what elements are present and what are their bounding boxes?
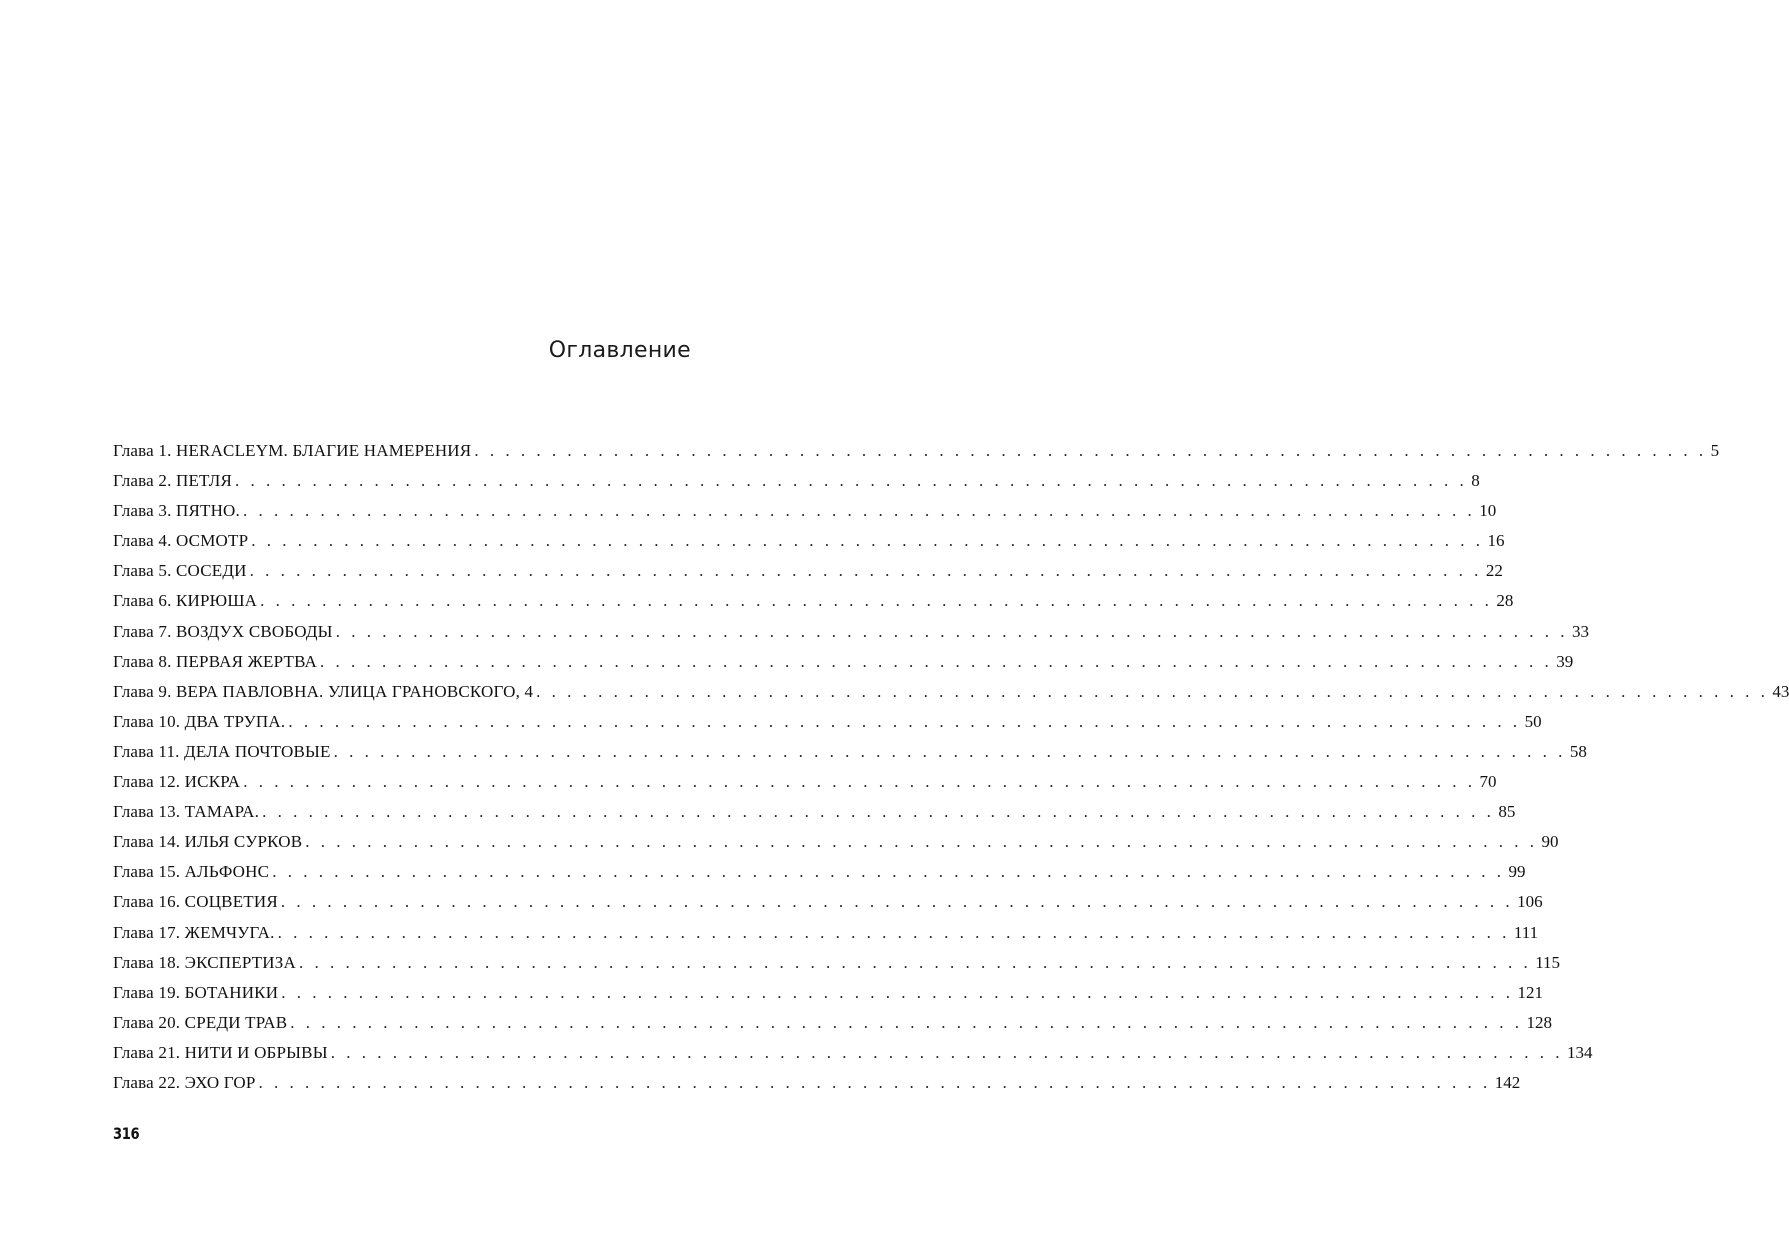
toc-entry-label: Глава 11. ДЕЛА ПОЧТОВЫЕ — [113, 741, 331, 761]
toc-entry — [113, 982, 1543, 1013]
toc-entry — [113, 892, 1543, 922]
toc-entry-page: 115 — [1535, 952, 1561, 972]
dot-leader: . . . . . . . . . . . . . . . . . . . . . . . . . . . . . . . . . . . . . . . . . . . . . . . . . . . . . . . . . . . . . . . . . . . . . . . . . . . . . . . . — [536, 681, 1769, 701]
toc-entry — [113, 1012, 1553, 1043]
toc-entry-label: Глава 22. ЭХО ГОР — [113, 1072, 256, 1092]
dot-leader: . . . . . . . . . . . . . . . . . . . . . . . . . . . . . . . . . . . . . . . . . . . . . . . . . . . . . . . . . . . . . . . . . . . . . . . . . . . . . . . . — [305, 832, 1538, 852]
toc-entry-page: 106 — [1517, 892, 1543, 912]
toc-entry-label: Глава 3. ПЯТНО. — [113, 501, 240, 521]
toc-entry-page: 10 — [1479, 501, 1497, 521]
toc-entry-page: 8 — [1471, 471, 1480, 491]
toc-entry — [113, 1072, 1521, 1103]
toc-entry-page: 58 — [1569, 741, 1587, 761]
toc-entry — [113, 772, 1497, 802]
toc-entry-page: 50 — [1524, 711, 1542, 731]
toc-entry — [113, 832, 1559, 862]
dot-leader: . . . . . . . . . . . . . . . . . . . . . . . . . . . . . . . . . . . . . . . . . . . . . . . . . . . . . . . . . . . . . . . . . . . . . . . . . . . . . . . . — [249, 561, 1482, 581]
toc-entry-label: Глава 7. ВОЗДУХ СВОБОДЫ — [113, 621, 333, 641]
toc-entry — [113, 802, 1516, 832]
toc-entry — [113, 591, 1514, 621]
toc-entry-label: Глава 5. СОСЕДИ — [113, 561, 247, 581]
toc-entry — [113, 952, 1561, 983]
toc-entry-label: Глава 9. ВЕРА ПАВЛОВНА. УЛИЦА ГРАНОВСКОГО, 4 — [113, 681, 534, 701]
toc-entry-page: 142 — [1494, 1072, 1521, 1092]
toc-entry-page: 121 — [1517, 982, 1543, 1002]
toc-entry — [113, 922, 1539, 953]
toc-entry-label: Глава 16. СОЦВЕТИЯ — [113, 892, 278, 912]
toc-entry-label: Глава 14. ИЛЬЯ СУРКОВ — [113, 832, 303, 852]
toc-entry-label: Глава 10. ДВА ТРУПА. — [113, 711, 286, 731]
dot-leader: . . . . . . . . . . . . . . . . . . . . . . . . . . . . . . . . . . . . . . . . . . . . . . . . . . . . . . . . . . . . . . . . . . . . . . . . . . . . . . . . — [298, 952, 1532, 972]
dot-leader: . . . . . . . . . . . . . . . . . . . . . . . . . . . . . . . . . . . . . . . . . . . . . . . . . . . . . . . . . . . . . . . . . . . . . . . . . . . . . . . . — [290, 1012, 1523, 1032]
dot-leader: . . . . . . . . . . . . . . . . . . . . . . . . . . . . . . . . . . . . . . . . . . . . . . . . . . . . . . . . . . . . . . . . . . . . . . . . . . . . . . . . — [258, 1072, 1491, 1092]
toc-entry — [113, 681, 1789, 712]
toc-entry-label: Глава 12. ИСКРА — [113, 772, 241, 792]
dot-leader: . . . . . . . . . . . . . . . . . . . . . . . . . . . . . . . . . . . . . . . . . . . . . . . . . . . . . . . . . . . . . . . . . . . . . . . . . . . . . . . . — [320, 651, 1553, 671]
toc-title: Оглавление — [548, 338, 691, 363]
toc-entry-page: 43 — [1772, 681, 1789, 701]
toc-entry — [113, 651, 1574, 682]
toc-entry-page: 128 — [1526, 1012, 1553, 1032]
toc-entry-label: Глава 15. АЛЬФОНС — [113, 862, 270, 882]
toc-entry — [113, 501, 1497, 531]
toc-entry-page: 99 — [1508, 862, 1526, 882]
dot-leader: . . . . . . . . . . . . . . . . . . . . . . . . . . . . . . . . . . . . . . . . . . . . . . . . . . . . . . . . . . . . . . . . . . . . . . . . . . . . . . . . — [335, 621, 1568, 641]
toc-entry-page: 85 — [1498, 802, 1516, 822]
dot-leader: . . . . . . . . . . . . . . . . . . . . . . . . . . . . . . . . . . . . . . . . . . . . . . . . . . . . . . . . . . . . . . . . . . . . . . . . . . . . . . . . — [262, 802, 1495, 822]
toc-entry-page: 90 — [1541, 832, 1559, 852]
dot-leader: . . . . . . . . . . . . . . . . . . . . . . . . . . . . . . . . . . . . . . . . . . . . . . . . . . . . . . . . . . . . . . . . . . . . . . . . . . . . . . . . — [333, 741, 1566, 761]
toc-entry — [113, 471, 1480, 501]
toc-entry-label: Глава 6. КИРЮША — [113, 591, 258, 611]
toc-entry — [113, 862, 1526, 892]
toc-entry-label: Глава 21. НИТИ И ОБРЫВЫ — [113, 1042, 328, 1062]
toc-entry — [113, 621, 1589, 652]
dot-leader: . . . . . . . . . . . . . . . . . . . . . . . . . . . . . . . . . . . . . . . . . . . . . . . . . . . . . . . . . . . . . . . . . . . . . . . . . . . . . . . . — [474, 441, 1707, 460]
page-number: 316 — [113, 1124, 140, 1143]
dot-leader: . . . . . . . . . . . . . . . . . . . . . . . . . . . . . . . . . . . . . . . . . . . . . . . . . . . . . . . . . . . . . . . . . . . . . . . . . . . . . . . . — [251, 531, 1484, 551]
toc-entry-label: Глава 4. ОСМОТР — [113, 531, 249, 551]
toc-entry-page: 5 — [1710, 441, 1720, 460]
dot-leader: . . . . . . . . . . . . . . . . . . . . . . . . . . . . . . . . . . . . . . . . . . . . . . . . . . . . . . . . . . . . . . . . . . . . . . . . . . . . . . . . — [280, 892, 1514, 912]
dot-leader: . . . . . . . . . . . . . . . . . . . . . . . . . . . . . . . . . . . . . . . . . . . . . . . . . . . . . . . . . . . . . . . . . . . . . . . . . . . . . . . . — [288, 711, 1521, 731]
toc-entry-page: 16 — [1487, 531, 1505, 551]
toc-entry-label: Глава 1. HERACLEYM. БЛАГИЕ НАМЕРЕНИЯ — [113, 441, 472, 460]
toc-entry — [113, 711, 1542, 742]
toc-entry-page: 22 — [1485, 561, 1503, 581]
table-of-contents — [113, 441, 1789, 1103]
toc-entry-label: Глава 18. ЭКСПЕРТИЗА — [113, 952, 296, 972]
toc-entry-label: Глава 19. БОТАНИКИ — [113, 982, 279, 1002]
toc-entry — [113, 531, 1505, 561]
toc-entry-page: 28 — [1496, 591, 1514, 611]
toc-entry-label: Глава 13. ТАМАРА. — [113, 802, 260, 822]
toc-entry — [113, 441, 1720, 471]
dot-leader: . . . . . . . . . . . . . . . . . . . . . . . . . . . . . . . . . . . . . . . . . . . . . . . . . . . . . . . . . . . . . . . . . . . . . . . . . . . . . . . . — [242, 501, 1476, 521]
toc-entry — [113, 1042, 1593, 1073]
toc-entry-label: Глава 2. ПЕТЛЯ — [113, 471, 233, 491]
toc-entry — [113, 741, 1587, 772]
toc-entry-page: 33 — [1571, 621, 1589, 641]
toc-entry-page: 70 — [1479, 772, 1497, 792]
dot-leader: . . . . . . . . . . . . . . . . . . . . . . . . . . . . . . . . . . . . . . . . . . . . . . . . . . . . . . . . . . . . . . . . . . . . . . . . . . . . . . . . — [272, 862, 1505, 882]
toc-entry-label: Глава 8. ПЕРВАЯ ЖЕРТВА — [113, 651, 318, 671]
toc-entry-page: 134 — [1567, 1042, 1593, 1062]
dot-leader: . . . . . . . . . . . . . . . . . . . . . . . . . . . . . . . . . . . . . . . . . . . . . . . . . . . . . . . . . . . . . . . . . . . . . . . . . . . . . . . . — [235, 471, 1468, 491]
dot-leader: . . . . . . . . . . . . . . . . . . . . . . . . . . . . . . . . . . . . . . . . . . . . . . . . . . . . . . . . . . . . . . . . . . . . . . . . . . . . . . . . — [260, 591, 1493, 611]
toc-entry-page: 39 — [1556, 651, 1574, 671]
toc-entry-page: 111 — [1513, 922, 1539, 942]
toc-entry-label: Глава 17. ЖЕМЧУГА. — [113, 922, 275, 942]
dot-leader: . . . . . . . . . . . . . . . . . . . . . . . . . . . . . . . . . . . . . . . . . . . . . . . . . . . . . . . . . . . . . . . . . . . . . . . . . . . . . . . . — [281, 982, 1514, 1002]
dot-leader: . . . . . . . . . . . . . . . . . . . . . . . . . . . . . . . . . . . . . . . . . . . . . . . . . . . . . . . . . . . . . . . . . . . . . . . . . . . . . . . . — [243, 772, 1476, 792]
dot-leader: . . . . . . . . . . . . . . . . . . . . . . . . . . . . . . . . . . . . . . . . . . . . . . . . . . . . . . . . . . . . . . . . . . . . . . . . . . . . . . . . — [277, 922, 1510, 942]
dot-leader: . . . . . . . . . . . . . . . . . . . . . . . . . . . . . . . . . . . . . . . . . . . . . . . . . . . . . . . . . . . . . . . . . . . . . . . . . . . . . . . . — [330, 1042, 1564, 1062]
toc-entry — [113, 561, 1503, 591]
toc-entry-label: Глава 20. СРЕДИ ТРАВ — [113, 1012, 288, 1032]
